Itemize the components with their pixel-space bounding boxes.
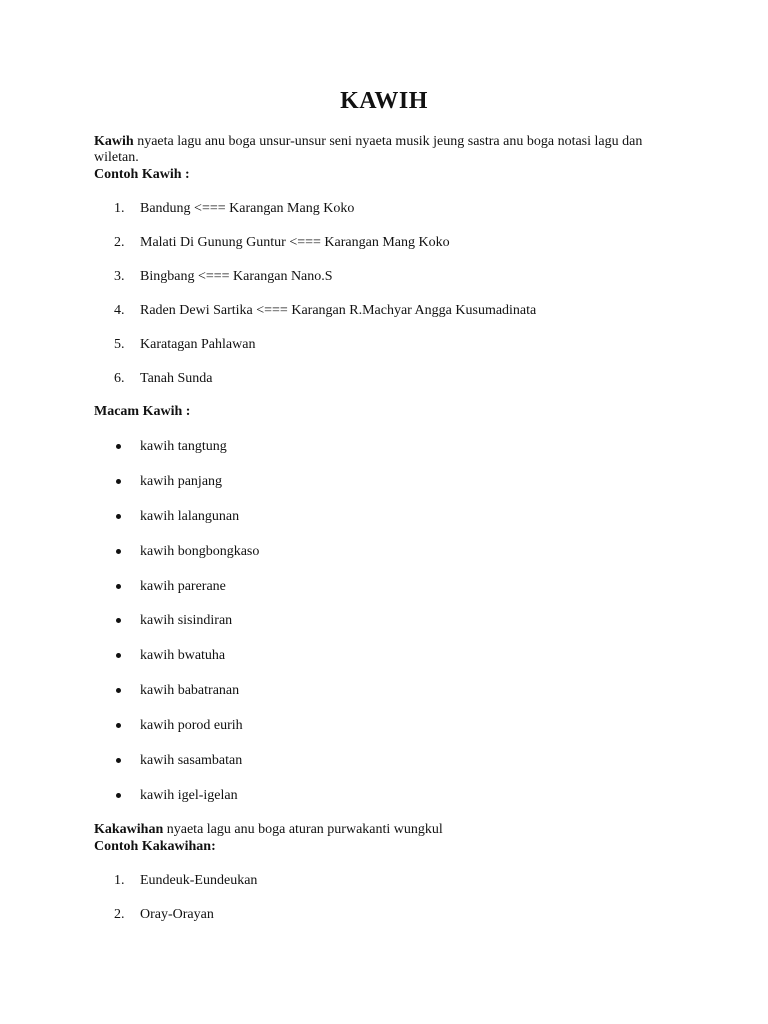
list-item-text: kawih panjang — [140, 473, 223, 489]
bullet-icon — [116, 688, 121, 693]
kakawihan-text: nyaeta lagu anu boga aturan purwakanti wungkul — [163, 822, 443, 837]
macam-kawih-list — [94, 439, 694, 823]
bullet-icon — [116, 723, 121, 728]
list-number: 2. — [114, 907, 125, 922]
bullet-icon — [116, 653, 121, 658]
bullet-icon — [116, 618, 121, 623]
list-item — [94, 439, 694, 474]
list-item — [94, 683, 694, 718]
list-item-text: kawih porod eurih — [140, 718, 243, 734]
list-number: 4. — [114, 303, 125, 318]
bullet-icon — [116, 584, 121, 589]
list-number: 2. — [114, 235, 125, 250]
list-item-text: kawih babatranan — [140, 683, 240, 699]
list-number: 3. — [114, 269, 125, 284]
list-item — [94, 907, 694, 941]
list-item — [94, 235, 694, 269]
contoh-kawih-heading: Contoh Kawih : — [94, 167, 190, 182]
list-number: 6. — [114, 371, 125, 386]
bullet-icon — [116, 549, 121, 554]
contoh-kawih-list — [94, 201, 694, 405]
list-item — [94, 753, 694, 788]
list-item-text: kawih bwatuha — [140, 648, 226, 664]
list-item-text: Eundeuk-Eundeukan — [140, 873, 258, 888]
list-item-text: kawih lalangunan — [140, 508, 240, 524]
list-item-text: kawih sisindiran — [140, 613, 233, 629]
list-number: 5. — [114, 337, 125, 352]
list-item-text: Bingbang <=== Karangan Nano.S — [140, 269, 333, 284]
macam-kawih-heading: Macam Kawih : — [94, 404, 191, 419]
bullet-icon — [116, 479, 121, 484]
list-item — [94, 474, 694, 509]
intro-paragraph — [94, 134, 684, 166]
list-item — [94, 371, 694, 405]
bullet-icon — [116, 793, 121, 798]
bullet-icon — [116, 758, 121, 763]
list-item-text: Raden Dewi Sartika <=== Karangan R.Machyar Angga Kusumadinata — [140, 303, 537, 318]
list-item — [94, 269, 694, 303]
list-item-text: kawih parerane — [140, 578, 226, 594]
list-item — [94, 201, 694, 235]
intro-term: Kawih — [94, 134, 134, 149]
list-item — [94, 303, 694, 337]
list-item — [94, 337, 694, 371]
bullet-icon — [116, 514, 121, 519]
contoh-kakawihan-list — [94, 873, 694, 941]
list-number: 1. — [114, 201, 125, 216]
list-item-text: kawih sasambatan — [140, 753, 243, 769]
list-item-text: kawih igel-igelan — [140, 787, 238, 803]
intro-text: nyaeta lagu anu boga unsur-unsur seni nyaeta musik jeung sastra anu boga notasi lagu dan wiletan. — [94, 134, 643, 165]
kakawihan-term: Kakawihan — [94, 822, 164, 837]
list-item-text: kawih bongbongkaso — [140, 543, 260, 559]
contoh-kakawihan-heading: Contoh Kakawihan: — [94, 839, 216, 854]
list-item-text: Oray-Orayan — [140, 907, 214, 922]
list-item-text: Tanah Sunda — [140, 371, 213, 386]
list-number: 1. — [114, 873, 125, 888]
list-item-text: Karatagan Pahlawan — [140, 337, 256, 352]
list-item-text: Malati Di Gunung Guntur <=== Karangan Mang Koko — [140, 235, 450, 250]
list-item — [94, 579, 694, 614]
list-item — [94, 718, 694, 753]
list-item — [94, 509, 694, 544]
list-item — [94, 873, 694, 907]
list-item — [94, 544, 694, 579]
kakawihan-paragraph — [94, 822, 684, 838]
bullet-icon — [116, 444, 121, 449]
document-title: KAWIH — [340, 88, 428, 114]
list-item — [94, 788, 694, 823]
list-item-text: Bandung <=== Karangan Mang Koko — [140, 201, 355, 216]
list-item-text: kawih tangtung — [140, 439, 227, 454]
list-item — [94, 648, 694, 683]
list-item — [94, 613, 694, 648]
